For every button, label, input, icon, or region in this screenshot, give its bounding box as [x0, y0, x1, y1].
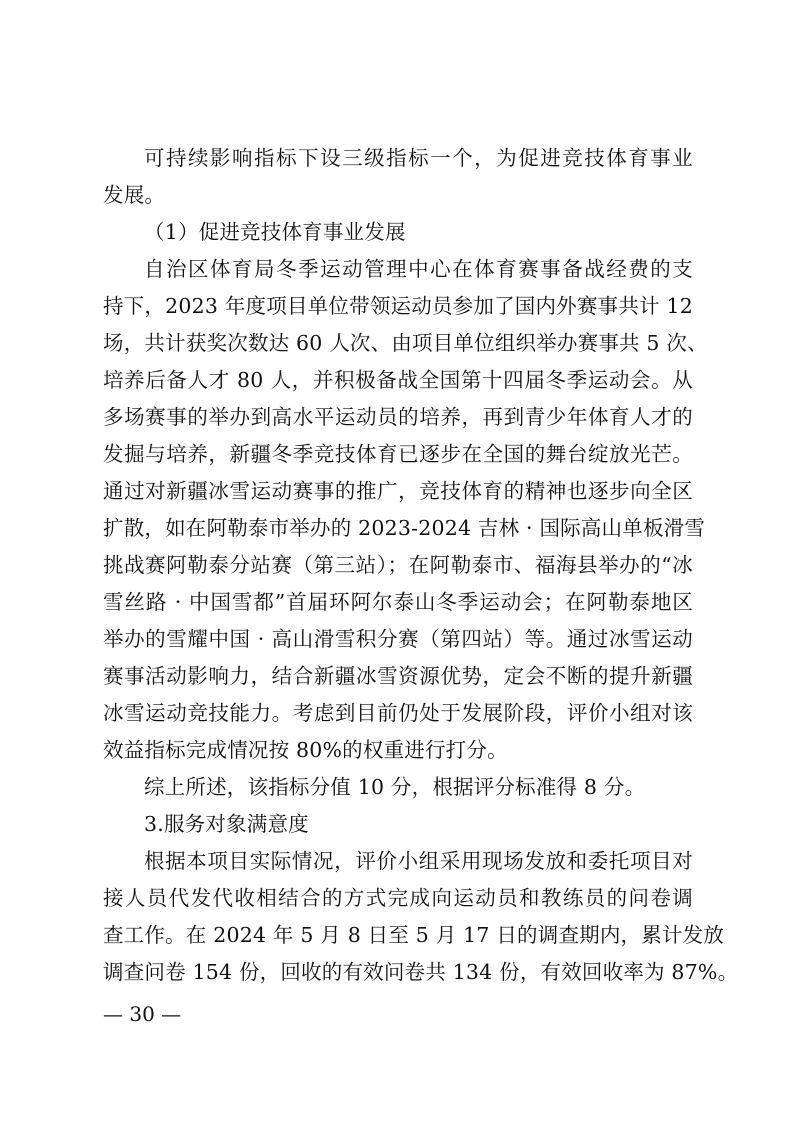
- paragraph-line: 赛事活动影响力，结合新疆冰雪资源优势，定会不断的提升新疆: [103, 664, 693, 688]
- paragraph-line: 场，共计获奖次数达 60 人次、由项目单位组织举办赛事共 5 次、: [103, 331, 708, 355]
- paragraph-line: 雪丝路 · 中国雪都”首届环阿尔泰山冬季运动会；在阿勒泰地区: [103, 590, 693, 614]
- paragraph-line: 冰雪运动竞技能力。考虑到目前仍处于发展阶段，评价小组对该: [103, 701, 693, 725]
- summary-line: 综上所述，该指标分值 10 分，根据评分标准得 8 分。: [144, 775, 646, 799]
- paragraph-line: 发展。: [103, 183, 166, 207]
- paragraph-line: 通过对新疆冰雪运动赛事的推广，竞技体育的精神也逐步向全区: [103, 479, 693, 503]
- paragraph-line: 效益指标完成情况按 80%的权重进行打分。: [103, 738, 508, 762]
- paragraph-line: 调查问卷 154 份，回收的有效问卷共 134 份，有效回收率为 87%。: [103, 960, 739, 984]
- paragraph-line: 自治区体育局冬季运动管理中心在体育赛事备战经费的支: [144, 257, 693, 281]
- section-heading: 3.服务对象满意度: [144, 812, 309, 836]
- paragraph-line: 持下，2023 年度项目单位带领运动员参加了国内外赛事共计 12: [103, 294, 693, 318]
- paragraph-line: 培养后备人才 80 人，并积极备战全国第十四届冬季运动会。从: [103, 368, 693, 392]
- paragraph-line: 挑战赛阿勒泰分站赛（第三站）；在阿勒泰市、福海县举办的“冰: [103, 553, 693, 577]
- paragraph-line: 扩散，如在阿勒泰市举办的 2023-2024 吉林 · 国际高山单板滑雪: [103, 516, 706, 540]
- page-number: — 30 —: [103, 1002, 182, 1026]
- paragraph-line: 多场赛事的举办到高水平运动员的培养，再到青少年体育人才的: [103, 405, 693, 429]
- section-heading: （1）促进竞技体育事业发展: [144, 220, 406, 244]
- paragraph-line: 根据本项目实际情况，评价小组采用现场发放和委托项目对: [144, 849, 693, 873]
- paragraph-line: 可持续影响指标下设三级指标一个，为促进竞技体育事业: [144, 146, 693, 170]
- paragraph-line: 接人员代发代收相结合的方式完成向运动员和教练员的问卷调: [103, 886, 693, 910]
- paragraph-line: 举办的雪耀中国 · 高山滑雪积分赛（第四站）等。通过冰雪运动: [103, 627, 693, 651]
- paragraph-line: 查工作。在 2024 年 5 月 8 日至 5 月 17 日的调查期内，累计发放: [103, 923, 725, 947]
- paragraph-line: 发掘与培养，新疆冬季竞技体育已逐步在全国的舞台绽放光芒。: [103, 442, 693, 466]
